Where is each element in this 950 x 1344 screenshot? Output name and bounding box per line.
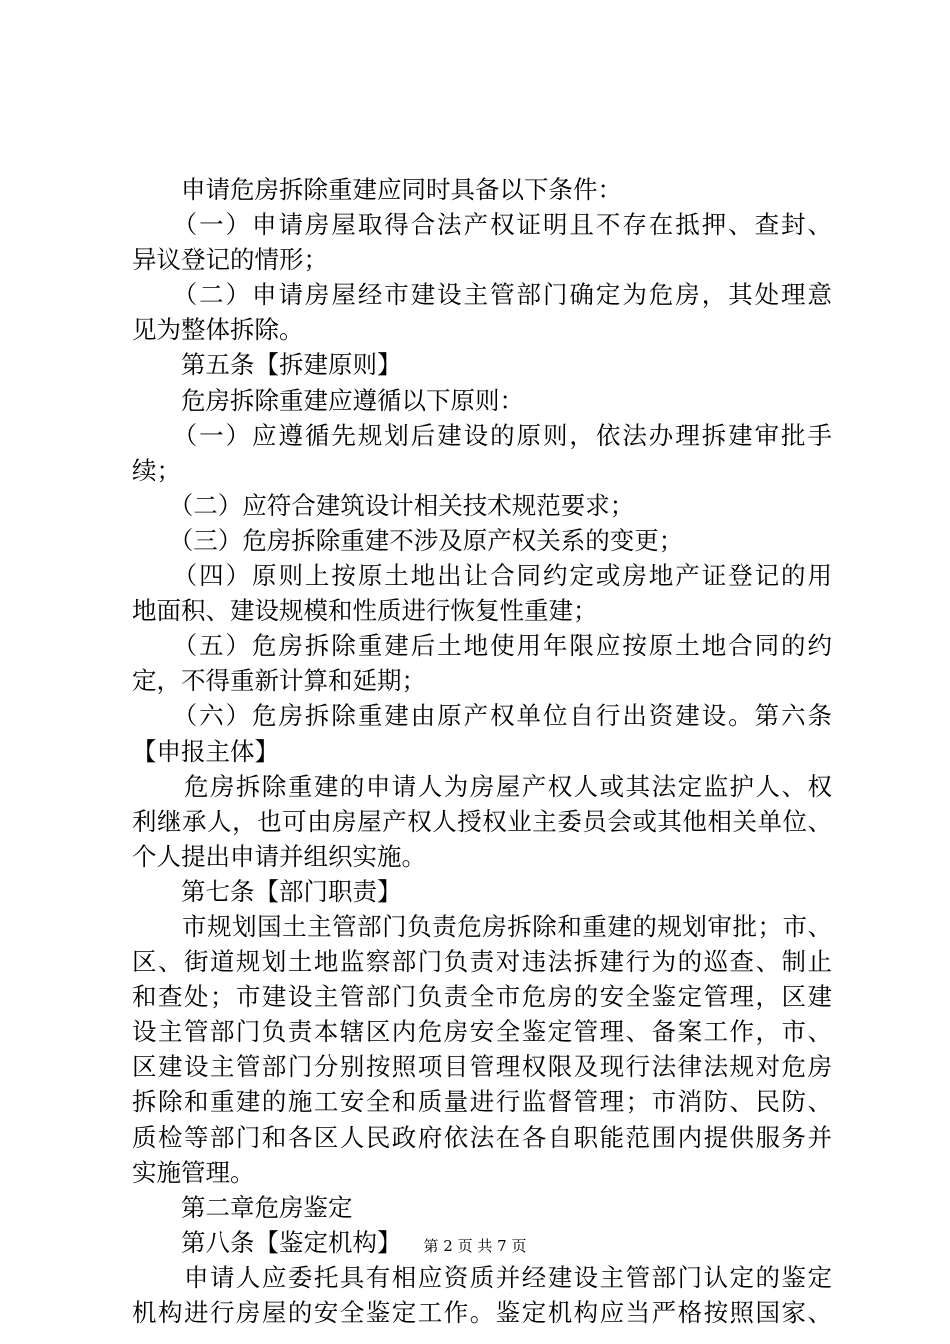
- text-line: 危房拆除重建应遵循以下原则：: [132, 385, 524, 415]
- text-line: 实施管理。: [132, 1157, 255, 1187]
- text-line: 拆除和重建的施工安全和质量进行监督管理；市消防、民防、: [132, 1087, 832, 1117]
- page-footer: 第 2 页 共 7 页: [423, 1237, 527, 1255]
- text-line: 地面积、建设规模和性质进行恢复性重建；: [132, 596, 598, 626]
- text-line: 第五条【拆建原则】: [132, 350, 402, 380]
- text-line: 质检等部门和各区人民政府依法在各自职能范围内提供服务并: [132, 1122, 832, 1152]
- text-line: 利继承人，也可由房屋产权人授权业主委员会或其他相关单位、: [132, 806, 832, 836]
- text-line: （一）应遵循先规划后建设的原则，依法办理拆建审批手: [132, 420, 832, 450]
- text-line: 市规划国土主管部门负责危房拆除和重建的规划审批；市、: [132, 911, 832, 941]
- text-line: 申请危房拆除重建应同时具备以下条件：: [132, 175, 622, 204]
- text-line: 【申报主体】: [132, 736, 279, 766]
- text-line: 第七条【部门职责】: [132, 876, 402, 906]
- text-line: 申请人应委托具有相应资质并经建设主管部门认定的鉴定: [132, 1262, 832, 1292]
- document-body: [132, 172, 832, 1330]
- text-line: 异议登记的情形；: [132, 245, 328, 275]
- text-line: 机构进行房屋的安全鉴定工作。鉴定机构应当严格按照国家、: [132, 1298, 832, 1327]
- text-line: 和查处；市建设主管部门负责全市危房的安全鉴定管理，区建: [132, 982, 832, 1012]
- text-line: 见为整体拆除。: [132, 315, 304, 345]
- text-line: 区、街道规划土地监察部门负责对违法拆建行为的巡查、制止: [132, 947, 832, 977]
- text-line: （三）危房拆除重建不涉及原产权关系的变更；: [132, 525, 684, 555]
- text-line: （五）危房拆除重建后土地使用年限应按原土地合同的约: [132, 631, 832, 661]
- text-line: 续；: [132, 455, 181, 485]
- text-line: （二）应符合建筑设计相关技术规范要求；: [132, 490, 635, 520]
- text-line: 定，不得重新计算和延期；: [132, 666, 426, 696]
- text-line: （六）危房拆除重建由原产权单位自行出资建设。第六条: [132, 701, 832, 731]
- text-line: 设主管部门负责本辖区内危房安全鉴定管理、备案工作，市、: [132, 1017, 832, 1047]
- text-line: 第二章危房鉴定: [132, 1192, 353, 1222]
- text-line: 第八条【鉴定机构】: [132, 1227, 402, 1257]
- text-line: 区建设主管部门分别按照项目管理权限及现行法律法规对危房: [132, 1052, 832, 1082]
- text-line: 个人提出申请并组织实施。: [132, 841, 426, 871]
- text-line: 危房拆除重建的申请人为房屋产权人或其法定监护人、权: [132, 771, 832, 801]
- text-line: （一）申请房屋取得合法产权证明且不存在抵押、查封、: [132, 210, 832, 240]
- text-line: （四）原则上按原土地出让合同约定或房地产证登记的用: [132, 561, 832, 591]
- text-line: （二）申请房屋经市建设主管部门确定为危房，其处理意: [132, 280, 832, 310]
